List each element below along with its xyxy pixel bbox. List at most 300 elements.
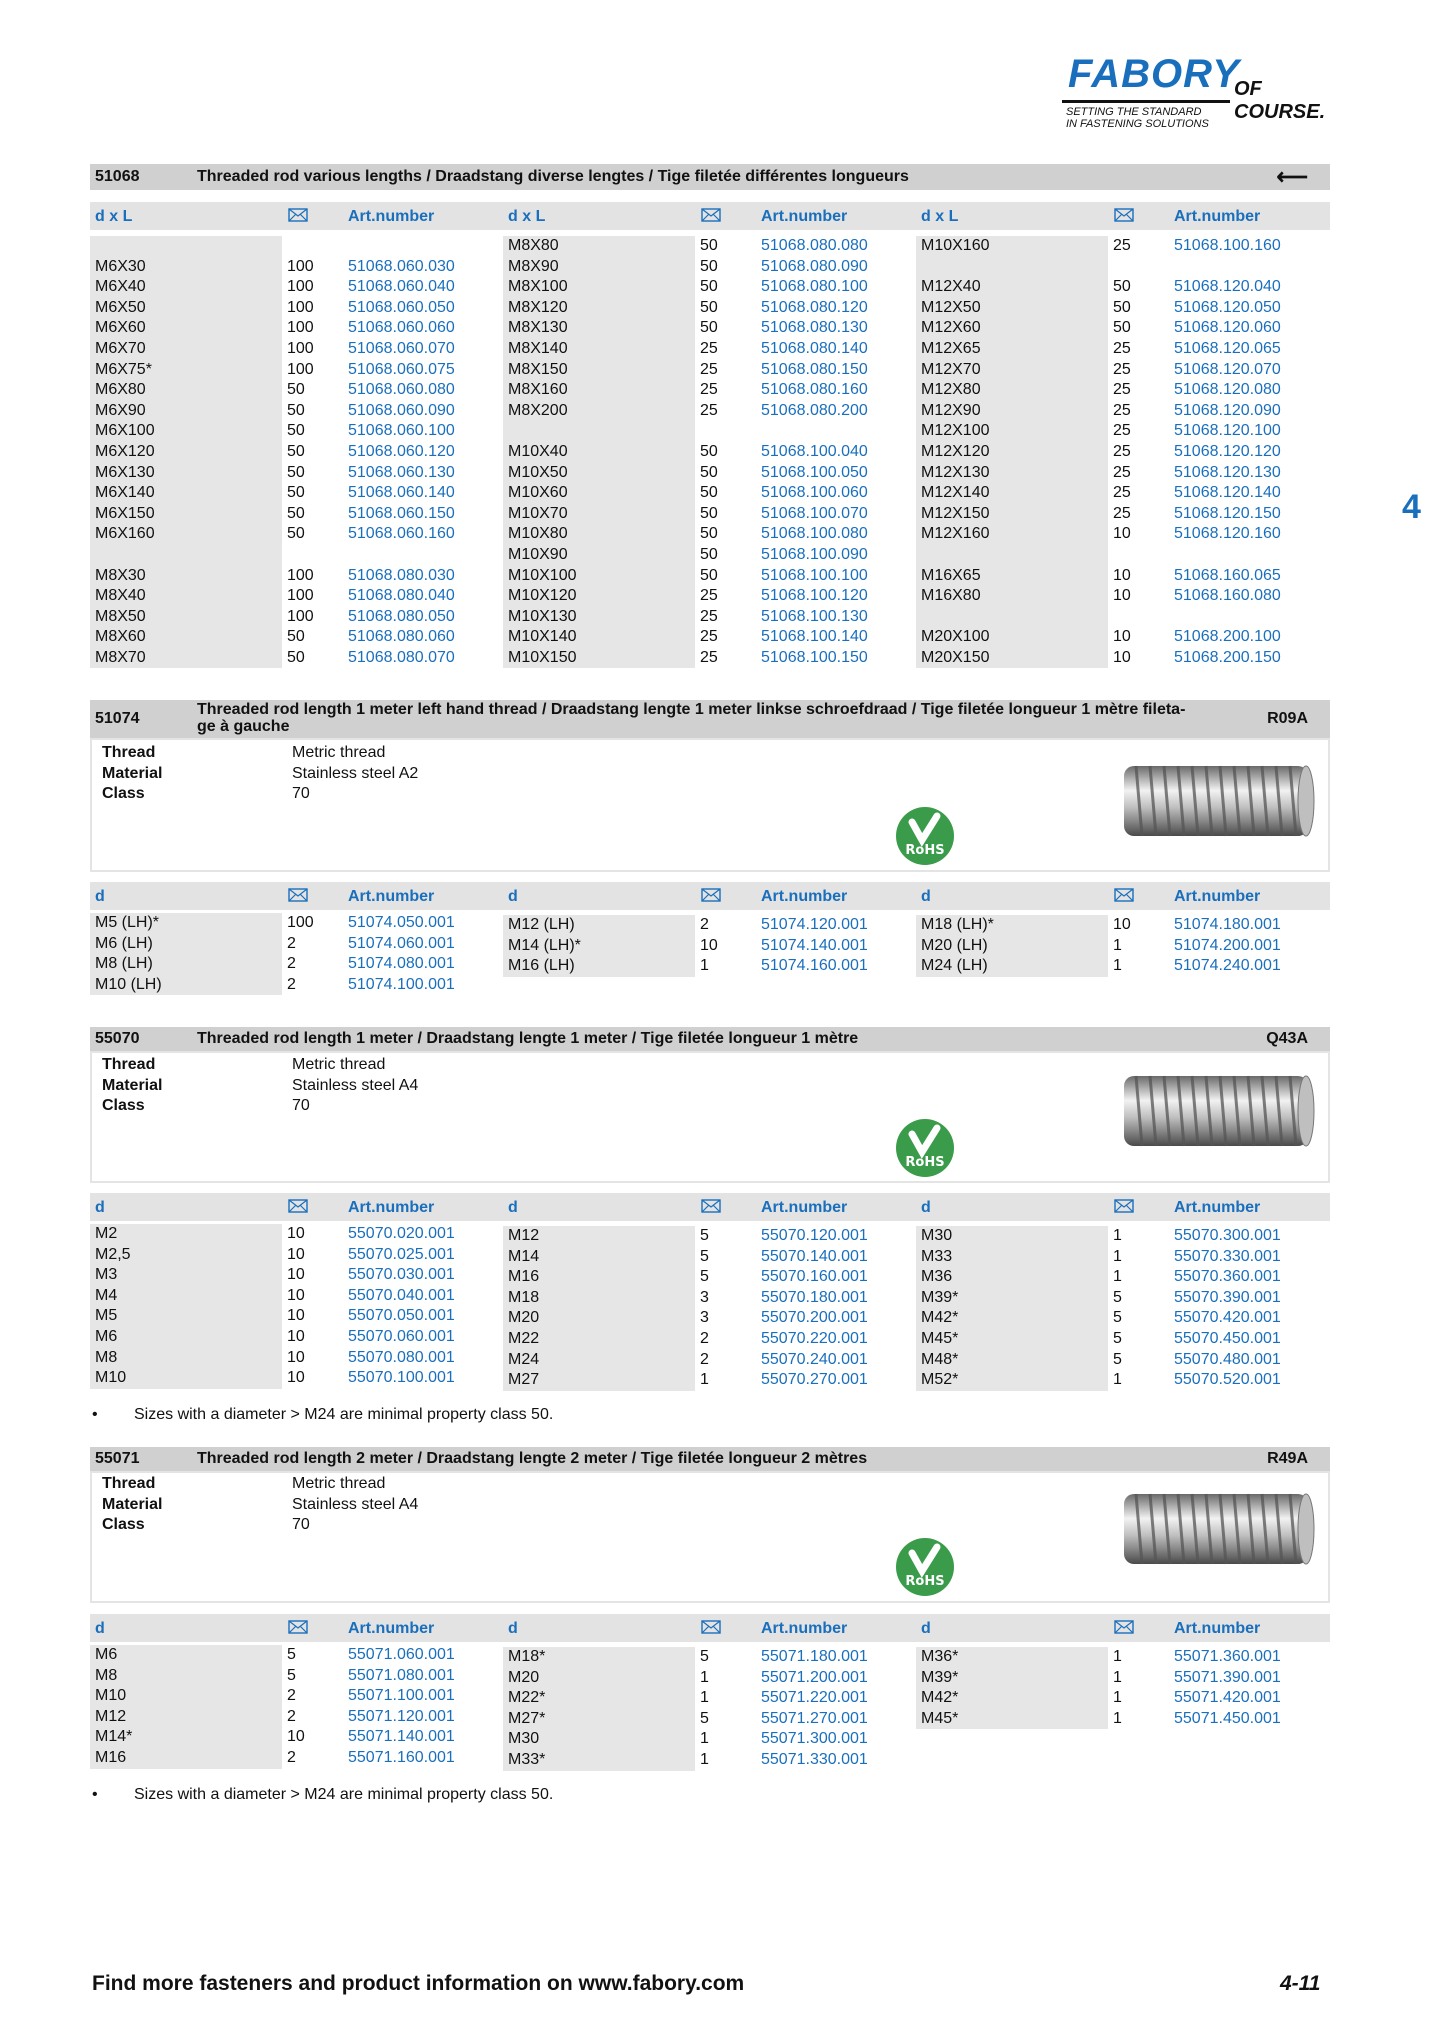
article-number-column-cell[interactable]: 55070.120.001 <box>761 1227 868 1244</box>
article-number-column-cell[interactable]: 51074.180.001 <box>1174 916 1281 933</box>
article-code: 51074 <box>95 710 140 727</box>
package-quantity-icon <box>288 888 308 902</box>
article-number-column-cell[interactable]: 55071.420.001 <box>1174 1689 1281 1707</box>
quantity-column-cell: 25 <box>1113 360 1131 378</box>
size-column-cell: M10X50 <box>508 463 568 481</box>
col-header-art: Art.number <box>348 888 435 905</box>
article-number-column-cell[interactable]: 55070.200.001 <box>761 1309 868 1327</box>
property-values <box>292 1474 418 1536</box>
article-number-column-cell[interactable]: 55071.080.001 <box>348 1666 455 1684</box>
quantity-column-cell: 2 <box>287 1687 296 1705</box>
quantity-column-cell: 50 <box>287 463 305 481</box>
quantity-column <box>700 1226 709 1391</box>
size-column-cell: M8X120 <box>508 298 568 316</box>
article-number-column[interactable] <box>1174 1226 1281 1391</box>
col-header-d: d <box>921 1620 931 1637</box>
quantity-column-cell: 2 <box>700 1350 709 1368</box>
article-number-column-cell[interactable]: 51068.060.060 <box>348 319 455 337</box>
article-number-column-cell[interactable]: 51068.080.100 <box>761 278 868 296</box>
package-quantity-icon <box>1114 1199 1134 1213</box>
quantity-column-cell: 2 <box>287 1707 296 1725</box>
reference-code: R49A <box>1267 1450 1308 1467</box>
article-number-column-cell[interactable]: 51068.060.160 <box>348 525 455 543</box>
size-column <box>916 915 1108 977</box>
quantity-column-cell: 100 <box>287 587 314 605</box>
quantity-column-cell: 2 <box>287 1748 296 1766</box>
article-number-column-cell[interactable]: 51074.050.001 <box>348 914 455 931</box>
quantity-column-cell: 50 <box>287 401 305 419</box>
article-number-column-cell[interactable]: 51068.100.130 <box>761 607 868 625</box>
article-number-column-cell[interactable]: 55070.220.001 <box>761 1329 868 1347</box>
size-column-cell: M33* <box>508 1750 546 1768</box>
article-number-column-cell[interactable]: 55071.220.001 <box>761 1689 868 1707</box>
section-header-55071 <box>90 1447 1330 1471</box>
size-column-cell: M10 <box>95 1687 127 1705</box>
size-column-cell: M18 (LH)* <box>921 916 994 933</box>
article-number-column-cell[interactable]: 51068.200.100 <box>1174 628 1281 646</box>
article-number-column-cell[interactable]: 51068.080.160 <box>761 381 868 399</box>
size-column-cell: M12 <box>508 1227 540 1244</box>
rohs-badge-icon <box>895 806 955 866</box>
article-number-column-cell[interactable]: 51074.160.001 <box>761 957 868 975</box>
quantity-column-cell: 2 <box>700 1329 709 1347</box>
article-number-column-cell[interactable]: 51068.200.150 <box>1174 648 1281 666</box>
quantity-column-cell: 1 <box>700 1668 709 1686</box>
article-number-column[interactable] <box>761 1226 868 1391</box>
size-column-cell: M12X130 <box>921 463 990 481</box>
package-quantity-icon <box>701 888 721 902</box>
quantity-column-cell: 10 <box>1113 628 1131 646</box>
article-number-column-cell[interactable]: 55071.450.001 <box>1174 1709 1281 1727</box>
article-number-column-cell[interactable]: 51068.060.150 <box>348 504 455 522</box>
quantity-column-cell: 25 <box>1113 484 1131 502</box>
size-column-cell <box>921 607 1108 628</box>
quantity-column-cell: 25 <box>1113 237 1131 254</box>
article-number-column-cell[interactable]: 55071.140.001 <box>348 1728 455 1746</box>
article-number-column-cell[interactable]: 51068.100.140 <box>761 628 868 646</box>
rohs-badge-icon <box>895 1118 955 1178</box>
quantity-column <box>287 236 314 668</box>
quantity-column-cell: 50 <box>287 422 305 440</box>
quantity-column-cell: 1 <box>700 957 709 975</box>
quantity-column <box>1113 1226 1122 1391</box>
property-values-cell: 70 <box>292 1097 310 1115</box>
article-number-column-cell[interactable]: 51068.120.050 <box>1174 298 1281 316</box>
article-number-column-cell[interactable]: 55071.060.001 <box>348 1646 455 1663</box>
quantity-column-cell: 1 <box>1113 957 1122 975</box>
size-column-cell: M6X150 <box>95 504 155 522</box>
article-number-column-cell[interactable]: 55071.330.001 <box>761 1750 868 1768</box>
article-number-column[interactable] <box>761 1647 868 1771</box>
article-number-column-cell[interactable]: 51068.120.100 <box>1174 422 1281 440</box>
article-number-column-cell[interactable]: 51068.120.065 <box>1174 339 1281 357</box>
article-number-column-cell <box>348 545 455 566</box>
size-column-cell: M12X65 <box>921 339 981 357</box>
size-column-cell: M8X160 <box>508 381 568 399</box>
quantity-column-cell: 2 <box>700 916 709 933</box>
package-quantity-icon <box>288 208 308 222</box>
property-labels-cell: Material <box>102 764 163 782</box>
article-number-column-cell[interactable]: 51068.120.120 <box>1174 442 1281 460</box>
article-number-column-cell[interactable]: 55071.120.001 <box>348 1707 455 1725</box>
article-number-column-cell[interactable]: 51068.100.120 <box>761 587 868 605</box>
quantity-column-cell: 1 <box>1113 1668 1122 1686</box>
article-number-column-cell[interactable]: 51068.080.090 <box>761 257 868 275</box>
article-number-column-cell[interactable]: 51068.080.050 <box>348 607 455 625</box>
size-column <box>916 236 1108 668</box>
size-column-cell <box>95 236 282 257</box>
quantity-column <box>1113 915 1131 977</box>
size-column-cell: M6X80 <box>95 381 146 399</box>
quantity-column-cell: 25 <box>700 648 718 666</box>
size-column-cell: M18 <box>508 1288 540 1306</box>
property-labels-cell: Thread <box>102 744 156 761</box>
col-header-d: d <box>95 1199 105 1216</box>
article-number-column-cell[interactable]: 51074.120.001 <box>761 916 868 933</box>
size-column-cell: M6X75* <box>95 360 152 378</box>
size-column-cell: M24 (LH) <box>921 957 988 975</box>
property-labels-cell: Material <box>102 1495 163 1513</box>
size-column-cell: M10X150 <box>508 648 577 666</box>
size-column <box>90 1645 282 1769</box>
size-column-cell: M10X130 <box>508 607 577 625</box>
article-number-column-cell[interactable]: 51068.060.140 <box>348 484 455 502</box>
svg-text:RoHS: RoHS <box>905 1155 945 1170</box>
property-values <box>292 1055 418 1117</box>
size-column <box>90 1224 282 1389</box>
article-number-column-cell[interactable]: 51068.080.140 <box>761 339 868 357</box>
section-title: Threaded rod length 1 meter left hand thread / Draadstang lengte 1 meter linkse schroefdraad / Tige filetée longueur 1 mètre fileta- ge à gauche <box>197 701 1186 735</box>
size-column-cell: M12X40 <box>921 278 981 296</box>
article-number-column-cell[interactable]: 51068.100.090 <box>761 545 868 563</box>
quantity-column-cell: 100 <box>287 298 314 316</box>
col-header-art: Art.number <box>761 208 848 225</box>
quantity-column-cell: 1 <box>1113 1227 1122 1244</box>
article-number-column-cell[interactable]: 51068.100.070 <box>761 504 868 522</box>
article-number-column-cell[interactable]: 55071.390.001 <box>1174 1668 1281 1686</box>
footer-text[interactable]: Find more fasteners and product information on www.fabory.com <box>92 1972 745 1995</box>
section-header-55070 <box>90 1027 1330 1051</box>
article-number-column-cell[interactable]: 55070.140.001 <box>761 1247 868 1265</box>
article-number-column-cell[interactable]: 51068.100.040 <box>761 442 868 460</box>
property-labels <box>102 1474 162 1536</box>
size-column-cell: M12 (LH) <box>508 916 575 933</box>
size-column-cell: M36 <box>921 1268 953 1286</box>
quantity-column-cell: 5 <box>287 1646 296 1663</box>
article-number-column-cell[interactable]: 51074.240.001 <box>1174 957 1281 975</box>
property-values-cell: 70 <box>292 785 310 803</box>
size-column-cell: M16X65 <box>921 566 981 584</box>
quantity-column-cell: 10 <box>287 1307 305 1325</box>
reference-code: Q43A <box>1266 1030 1308 1047</box>
article-number-column-cell[interactable]: 51068.120.070 <box>1174 360 1281 378</box>
size-column-cell: M48* <box>921 1350 959 1368</box>
article-number-column-cell[interactable]: 55070.360.001 <box>1174 1268 1281 1286</box>
size-column <box>503 915 695 977</box>
size-column-cell: M8X30 <box>95 566 146 584</box>
article-number-column[interactable] <box>1174 1647 1281 1729</box>
article-number-column-cell[interactable]: 51068.080.030 <box>348 566 455 584</box>
size-column-cell: M16 (LH) <box>508 957 575 975</box>
article-number-column-cell[interactable]: 55070.480.001 <box>1174 1350 1281 1368</box>
threaded-rod-image <box>1118 752 1318 852</box>
back-arrow-icon[interactable]: ⟵ <box>1276 164 1308 189</box>
size-column <box>916 1647 1108 1729</box>
quantity-column-cell: 25 <box>700 360 718 378</box>
article-number-column-cell[interactable]: 51068.100.100 <box>761 566 868 584</box>
quantity-column-cell: 10 <box>1113 525 1131 543</box>
col-header-art: Art.number <box>761 1199 848 1216</box>
size-column <box>503 236 695 668</box>
size-column-cell: M20 (LH) <box>921 936 988 954</box>
article-number-column-cell[interactable]: 51074.200.001 <box>1174 936 1281 954</box>
quantity-column-cell: 1 <box>700 1371 709 1389</box>
article-number-column-cell[interactable]: 51068.100.160 <box>1174 237 1281 254</box>
article-number-column-cell[interactable]: 55070.050.001 <box>348 1307 455 1325</box>
article-number-column-cell[interactable]: 55071.200.001 <box>761 1668 868 1686</box>
article-number-column-cell[interactable]: 51068.120.080 <box>1174 381 1281 399</box>
article-code: 55071 <box>95 1450 140 1467</box>
property-labels-cell: Thread <box>102 1475 156 1492</box>
quantity-column-cell: 1 <box>1113 1709 1122 1727</box>
quantity-column-cell: 1 <box>1113 1648 1122 1665</box>
size-column-cell: M10X80 <box>508 525 568 543</box>
article-number-column-cell[interactable]: 51068.120.160 <box>1174 525 1281 543</box>
quantity-column-cell: 100 <box>287 339 314 357</box>
article-number-column[interactable] <box>348 236 455 668</box>
quantity-column-cell <box>1113 257 1131 278</box>
size-column-cell: M22 <box>508 1329 540 1347</box>
col-header-d: d <box>95 888 105 905</box>
quantity-column-cell: 10 <box>287 1348 305 1366</box>
quantity-column <box>700 915 718 977</box>
section-title: Threaded rod length 2 meter / Draadstang lengte 2 meter / Tige filetée longueur 2 mètres <box>197 1450 868 1467</box>
quantity-column-cell: 5 <box>1113 1288 1122 1306</box>
size-column-cell: M8X140 <box>508 339 568 357</box>
size-column-cell: M14 (LH)* <box>508 936 581 954</box>
article-number-column-cell[interactable]: 51068.120.060 <box>1174 319 1281 337</box>
article-number-column-cell[interactable]: 51068.060.090 <box>348 401 455 419</box>
quantity-column-cell: 5 <box>1113 1309 1122 1327</box>
size-column <box>90 913 282 995</box>
article-number-column-cell[interactable]: 51068.120.130 <box>1174 463 1281 481</box>
size-column-cell: M8X100 <box>508 278 568 296</box>
size-column-cell: M6X120 <box>95 442 155 460</box>
article-number-column-cell[interactable]: 55070.020.001 <box>348 1225 455 1242</box>
quantity-column-cell <box>1113 545 1131 566</box>
size-column-cell <box>921 257 1108 278</box>
article-number-column-cell[interactable]: 55070.520.001 <box>1174 1371 1281 1389</box>
article-number-column-cell[interactable]: 51068.100.060 <box>761 484 868 502</box>
size-column-cell: M10 (LH) <box>95 975 162 993</box>
quantity-column-cell: 5 <box>1113 1350 1122 1368</box>
article-number-column[interactable] <box>1174 236 1281 668</box>
article-number-column-cell[interactable]: 55071.270.001 <box>761 1709 868 1727</box>
article-number-column-cell[interactable]: 55070.450.001 <box>1174 1329 1281 1347</box>
size-column-cell: M10X140 <box>508 628 577 646</box>
quantity-column-cell: 50 <box>700 237 718 254</box>
size-column-cell: M30 <box>921 1227 953 1244</box>
article-number-column-cell[interactable]: 51068.120.040 <box>1174 278 1281 296</box>
property-labels-cell: Class <box>102 785 145 803</box>
column-header-51068 <box>90 202 1330 230</box>
article-number-column-cell[interactable]: 51068.080.080 <box>761 237 868 254</box>
quantity-column-cell <box>287 545 314 566</box>
col-header-art: Art.number <box>1174 888 1261 905</box>
col-header-art: Art.number <box>1174 1199 1261 1216</box>
article-number-column[interactable] <box>761 236 868 668</box>
article-number-column-cell[interactable]: 51068.160.080 <box>1174 587 1281 605</box>
package-quantity-icon <box>701 1620 721 1634</box>
package-quantity-icon <box>1114 208 1134 222</box>
property-values-cell: Metric thread <box>292 1056 386 1073</box>
article-number-column-cell[interactable]: 51068.060.040 <box>348 278 455 296</box>
quantity-column-cell: 5 <box>287 1666 296 1684</box>
article-number-column[interactable] <box>348 1645 455 1769</box>
quantity-column-cell: 3 <box>700 1309 709 1327</box>
quantity-column-cell: 10 <box>287 1286 305 1304</box>
property-values-cell: Stainless steel A4 <box>292 1495 419 1513</box>
article-number-column-cell[interactable]: 51068.120.140 <box>1174 484 1281 502</box>
quantity-column-cell: 2 <box>287 975 296 993</box>
article-number-column-cell[interactable]: 55071.360.001 <box>1174 1648 1281 1665</box>
article-number-column[interactable] <box>348 913 455 995</box>
size-column-cell: M2,5 <box>95 1245 131 1263</box>
property-values-cell: Stainless steel A2 <box>292 764 419 782</box>
rohs-badge-icon <box>895 1537 955 1597</box>
size-column <box>503 1647 695 1771</box>
article-number-column-cell[interactable]: 51068.080.150 <box>761 360 868 378</box>
article-number-column-cell[interactable]: 51074.140.001 <box>761 936 868 954</box>
article-number-column-cell[interactable]: 55071.100.001 <box>348 1687 455 1705</box>
quantity-column <box>287 1645 305 1769</box>
article-number-column-cell[interactable]: 51068.060.050 <box>348 298 455 316</box>
article-number-column-cell[interactable]: 55070.160.001 <box>761 1268 868 1286</box>
quantity-column-cell <box>700 421 718 442</box>
article-number-column-cell[interactable]: 51068.060.075 <box>348 360 455 378</box>
article-number-column-cell[interactable]: 51068.060.120 <box>348 442 455 460</box>
quantity-column-cell: 50 <box>287 381 305 399</box>
quantity-column-cell: 1 <box>700 1750 709 1768</box>
size-column-cell: M27 <box>508 1371 540 1389</box>
quantity-column-cell: 10 <box>287 1728 305 1746</box>
article-number-column-cell[interactable]: 51068.080.120 <box>761 298 868 316</box>
col-header-art: Art.number <box>761 1620 848 1637</box>
size-column-cell: M12X70 <box>921 360 981 378</box>
size-column-cell: M36* <box>921 1648 959 1665</box>
article-number-column-cell[interactable]: 55070.390.001 <box>1174 1288 1281 1306</box>
article-number-column[interactable] <box>1174 915 1281 977</box>
property-values-cell: 70 <box>292 1516 310 1534</box>
quantity-column-cell: 1 <box>1113 1689 1122 1707</box>
article-number-column-cell[interactable]: 55071.300.001 <box>761 1730 868 1748</box>
quantity-column-cell: 25 <box>1113 422 1131 440</box>
size-column <box>503 1226 695 1391</box>
article-number-column-cell[interactable]: 51068.060.030 <box>348 257 455 275</box>
size-column-cell: M10 <box>95 1369 127 1387</box>
page-number: 4-11 <box>1280 1972 1321 1995</box>
size-column-cell: M14 <box>508 1247 540 1265</box>
property-labels-cell: Class <box>102 1097 145 1115</box>
quantity-column-cell: 100 <box>287 566 314 584</box>
article-number-column-cell[interactable]: 55071.180.001 <box>761 1648 868 1665</box>
quantity-column-cell: 25 <box>1113 381 1131 399</box>
article-number-column-cell <box>348 236 455 257</box>
size-column-cell: M6X90 <box>95 401 146 419</box>
size-column-cell: M8X40 <box>95 587 146 605</box>
size-column-cell: M20X100 <box>921 628 990 646</box>
article-number-column-cell[interactable]: 51068.080.200 <box>761 401 868 419</box>
article-number-column-cell[interactable]: 55070.100.001 <box>348 1369 455 1387</box>
article-number-column-cell[interactable]: 51068.100.150 <box>761 648 868 666</box>
article-number-column-cell[interactable]: 51068.060.100 <box>348 422 455 440</box>
article-number-column-cell[interactable]: 55070.240.001 <box>761 1350 868 1368</box>
article-number-column-cell[interactable]: 55070.300.001 <box>1174 1227 1281 1244</box>
article-number-column-cell[interactable]: 55070.270.001 <box>761 1371 868 1389</box>
quantity-column-cell: 50 <box>700 545 718 563</box>
article-number-column-cell[interactable]: 51068.060.080 <box>348 381 455 399</box>
package-quantity-icon <box>701 208 721 222</box>
article-number-column-cell[interactable]: 55070.180.001 <box>761 1288 868 1306</box>
size-column-cell: M8X200 <box>508 401 568 419</box>
size-column-cell: M8X80 <box>508 237 559 254</box>
article-number-column-cell[interactable]: 51068.120.090 <box>1174 401 1281 419</box>
article-number-column-cell[interactable]: 55070.080.001 <box>348 1348 455 1366</box>
size-column-cell: M8X50 <box>95 607 146 625</box>
size-column-cell: M5 <box>95 1307 118 1325</box>
article-number-column-cell[interactable]: 51068.100.080 <box>761 525 868 543</box>
article-number-column-cell[interactable]: 51068.060.130 <box>348 463 455 481</box>
article-number-column-cell[interactable]: 55070.025.001 <box>348 1245 455 1263</box>
article-number-column-cell[interactable]: 51074.080.001 <box>348 955 455 973</box>
article-number-column-cell[interactable]: 55071.160.001 <box>348 1748 455 1766</box>
article-number-column-cell[interactable]: 55070.040.001 <box>348 1286 455 1304</box>
package-quantity-icon <box>288 1199 308 1213</box>
size-column-cell: M6X50 <box>95 298 146 316</box>
col-header-art: Art.number <box>1174 1620 1261 1637</box>
quantity-column-cell: 50 <box>287 525 305 543</box>
article-number-column-cell[interactable]: 55070.030.001 <box>348 1266 455 1284</box>
article-number-column-cell[interactable]: 51074.100.001 <box>348 975 455 993</box>
article-number-column-cell <box>1174 545 1281 566</box>
article-number-column-cell[interactable]: 51068.100.050 <box>761 463 868 481</box>
article-number-column-cell[interactable]: 51068.080.060 <box>348 628 455 646</box>
article-number-column[interactable] <box>348 1224 455 1389</box>
quantity-column-cell: 10 <box>1113 587 1131 605</box>
article-number-column-cell[interactable]: 55070.330.001 <box>1174 1247 1281 1265</box>
size-column-cell: M39* <box>921 1288 959 1306</box>
property-values <box>292 743 418 805</box>
size-column-cell: M12X80 <box>921 381 981 399</box>
article-number-column-cell[interactable]: 51068.080.040 <box>348 587 455 605</box>
quantity-column-cell: 10 <box>287 1225 305 1242</box>
article-number-column-cell[interactable]: 51068.160.065 <box>1174 566 1281 584</box>
article-number-column-cell[interactable]: 51074.060.001 <box>348 934 455 952</box>
article-number-column-cell[interactable]: 55070.060.001 <box>348 1327 455 1345</box>
article-number-column-cell[interactable]: 51068.080.130 <box>761 319 868 337</box>
article-number-column-cell[interactable]: 51068.120.150 <box>1174 504 1281 522</box>
article-number-column-cell[interactable]: 51068.060.070 <box>348 339 455 357</box>
article-number-column[interactable] <box>761 915 868 977</box>
quantity-column-cell: 25 <box>700 607 718 625</box>
quantity-column-cell: 100 <box>287 319 314 337</box>
package-quantity-icon <box>288 1620 308 1634</box>
quantity-column-cell: 25 <box>700 339 718 357</box>
article-number-column-cell[interactable]: 55070.420.001 <box>1174 1309 1281 1327</box>
quantity-column-cell: 5 <box>700 1227 709 1244</box>
article-number-column-cell[interactable]: 51068.080.070 <box>348 648 455 666</box>
quantity-column-cell: 50 <box>700 463 718 481</box>
